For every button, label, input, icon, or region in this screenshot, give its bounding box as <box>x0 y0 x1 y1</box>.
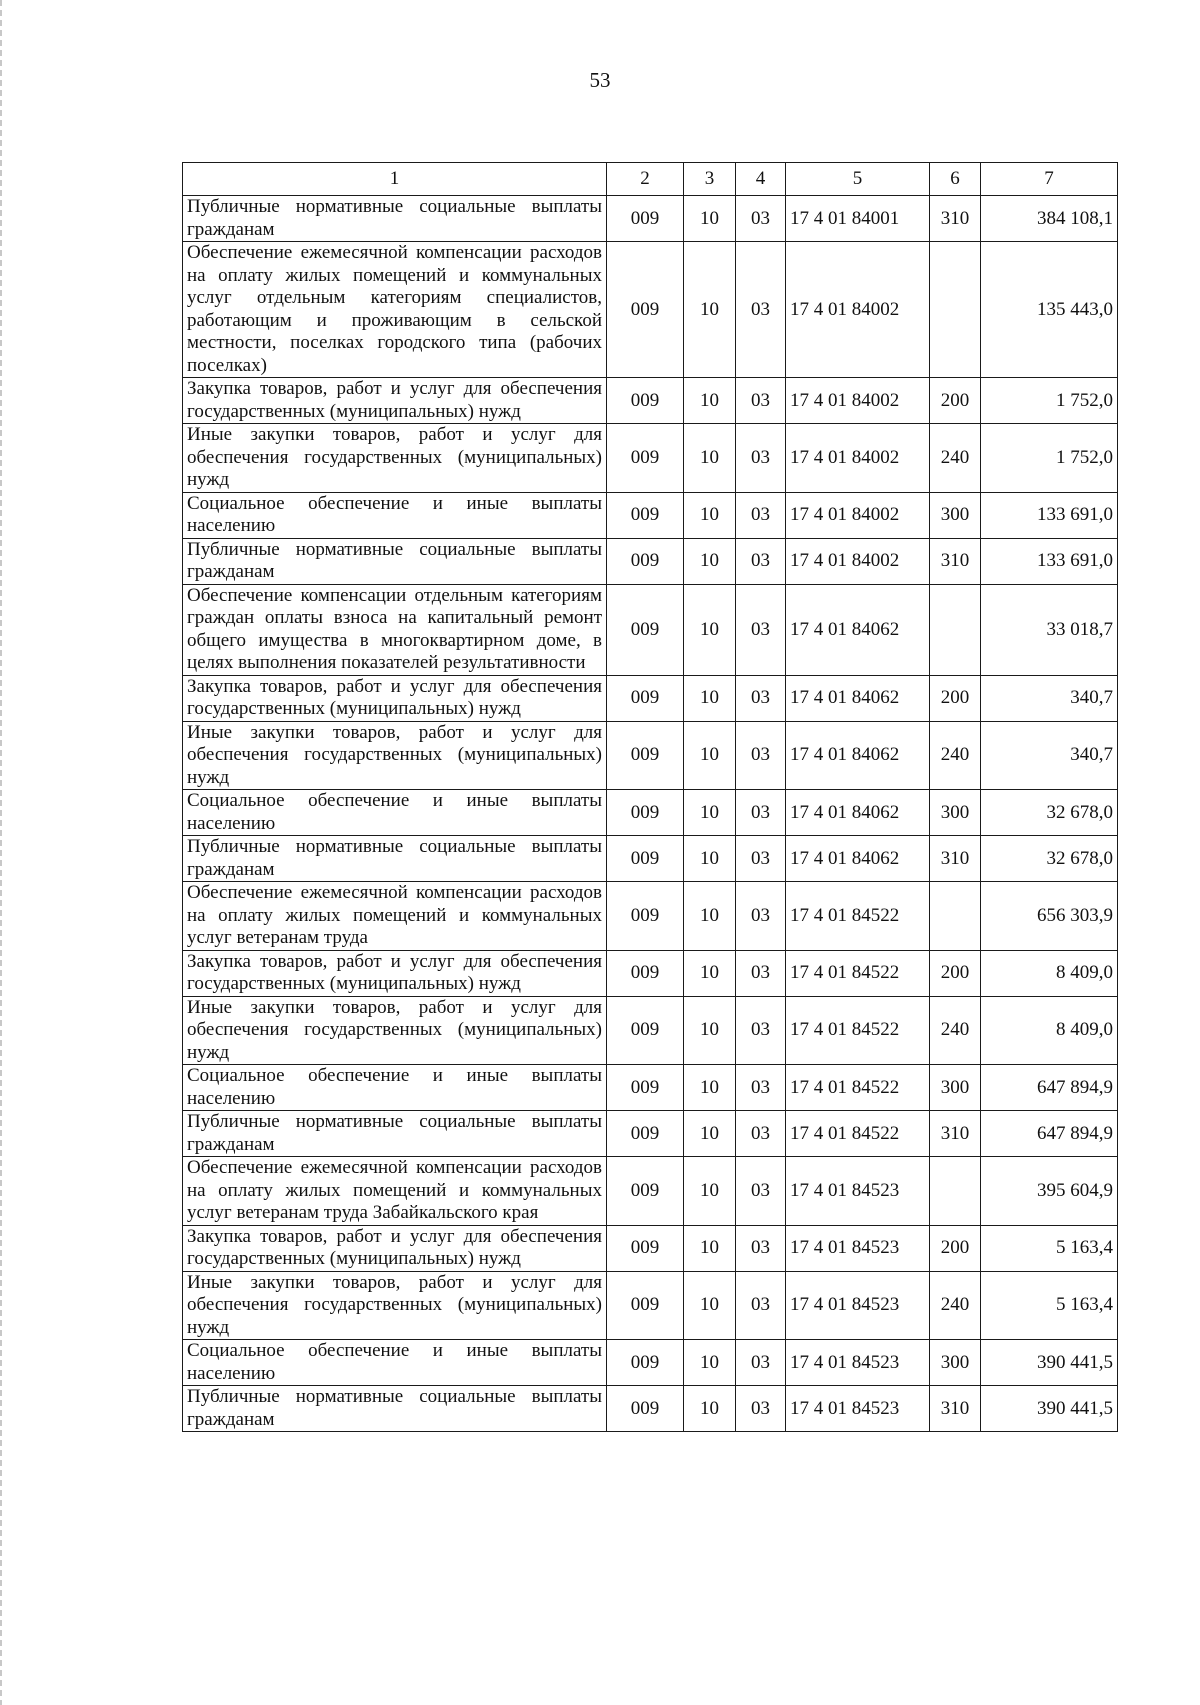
table-row <box>183 1340 1118 1386</box>
row-col5-cell: 17 4 01 84522 <box>786 950 930 996</box>
row-name-cell: Иные закупки товаров, работ и услуг для обеспечения государственных (муниципальных) нужд <box>183 721 607 790</box>
row-col4-cell: 03 <box>736 1111 786 1157</box>
row-name-cell: Публичные нормативные социальные выплаты гражданам <box>183 196 607 242</box>
row-col4-cell: 03 <box>736 1157 786 1226</box>
row-col5-cell: 17 4 01 84522 <box>786 1111 930 1157</box>
row-col5-cell: 17 4 01 84523 <box>786 1271 930 1340</box>
row-col5-cell: 17 4 01 84002 <box>786 378 930 424</box>
row-col3-cell: 10 <box>684 1386 736 1432</box>
row-col6-cell: 240 <box>930 996 981 1065</box>
column-header-1: 1 <box>183 163 607 196</box>
row-col7-cell: 33 018,7 <box>981 584 1118 675</box>
row-col4-cell: 03 <box>736 996 786 1065</box>
row-col6-cell: 200 <box>930 378 981 424</box>
row-col6-cell: 240 <box>930 1271 981 1340</box>
row-col2-cell: 009 <box>607 242 684 378</box>
row-col4-cell: 03 <box>736 950 786 996</box>
row-col2-cell: 009 <box>607 836 684 882</box>
row-col3-cell: 10 <box>684 1157 736 1226</box>
row-name-cell: Социальное обеспечение и иные выплаты населению <box>183 790 607 836</box>
row-col6-cell <box>930 584 981 675</box>
row-col3-cell: 10 <box>684 950 736 996</box>
table-row <box>183 721 1118 790</box>
row-col7-cell: 8 409,0 <box>981 950 1118 996</box>
row-col5-cell: 17 4 01 84522 <box>786 882 930 951</box>
row-col7-cell: 32 678,0 <box>981 836 1118 882</box>
row-col6-cell <box>930 1157 981 1226</box>
row-col5-cell: 17 4 01 84522 <box>786 996 930 1065</box>
row-col3-cell: 10 <box>684 1271 736 1340</box>
table-row <box>183 492 1118 538</box>
row-name-cell: Обеспечение компенсации отдельным категориям граждан оплаты взноса на капитальный ремонт общего имущества в многоквартирном доме, в целях выполнения показателей результативности <box>183 584 607 675</box>
row-col3-cell: 10 <box>684 242 736 378</box>
table-row <box>183 950 1118 996</box>
table-row <box>183 1157 1118 1226</box>
row-col4-cell: 03 <box>736 790 786 836</box>
row-name-cell: Публичные нормативные социальные выплаты гражданам <box>183 1111 607 1157</box>
table-row <box>183 1225 1118 1271</box>
row-col7-cell: 133 691,0 <box>981 538 1118 584</box>
row-col3-cell: 10 <box>684 538 736 584</box>
row-col7-cell: 656 303,9 <box>981 882 1118 951</box>
row-col3-cell: 10 <box>684 1111 736 1157</box>
table-row <box>183 196 1118 242</box>
row-col6-cell: 310 <box>930 836 981 882</box>
table-row <box>183 1386 1118 1432</box>
budget-table <box>182 162 1118 1432</box>
row-col4-cell: 03 <box>736 1340 786 1386</box>
row-col5-cell: 17 4 01 84062 <box>786 584 930 675</box>
row-col3-cell: 10 <box>684 836 736 882</box>
column-header-6: 6 <box>930 163 981 196</box>
row-name-cell: Социальное обеспечение и иные выплаты населению <box>183 1340 607 1386</box>
row-col4-cell: 03 <box>736 242 786 378</box>
row-col2-cell: 009 <box>607 721 684 790</box>
row-col5-cell: 17 4 01 84002 <box>786 538 930 584</box>
row-col2-cell: 009 <box>607 1111 684 1157</box>
table-row <box>183 836 1118 882</box>
row-col6-cell: 300 <box>930 492 981 538</box>
row-col6-cell <box>930 882 981 951</box>
row-col4-cell: 03 <box>736 721 786 790</box>
column-header-3: 3 <box>684 163 736 196</box>
row-col6-cell <box>930 242 981 378</box>
row-col5-cell: 17 4 01 84523 <box>786 1386 930 1432</box>
table-row <box>183 1065 1118 1111</box>
row-col4-cell: 03 <box>736 1065 786 1111</box>
header-row <box>183 163 1118 196</box>
row-col6-cell: 200 <box>930 950 981 996</box>
table-row <box>183 1271 1118 1340</box>
table-row <box>183 424 1118 493</box>
row-col2-cell: 009 <box>607 675 684 721</box>
table-row <box>183 1111 1118 1157</box>
row-col5-cell: 17 4 01 84062 <box>786 836 930 882</box>
page-number: 53 <box>589 68 611 92</box>
row-col4-cell: 03 <box>736 1386 786 1432</box>
table-body <box>183 196 1118 1432</box>
table-row <box>183 882 1118 951</box>
table-row <box>183 675 1118 721</box>
row-col3-cell: 10 <box>684 790 736 836</box>
row-name-cell: Социальное обеспечение и иные выплаты населению <box>183 492 607 538</box>
row-col4-cell: 03 <box>736 1271 786 1340</box>
scan-edge-mark <box>0 0 2 1705</box>
row-col6-cell: 300 <box>930 1340 981 1386</box>
row-col2-cell: 009 <box>607 1225 684 1271</box>
row-col4-cell: 03 <box>736 196 786 242</box>
row-col6-cell: 310 <box>930 196 981 242</box>
row-col3-cell: 10 <box>684 675 736 721</box>
column-header-4: 4 <box>736 163 786 196</box>
row-name-cell: Закупка товаров, работ и услуг для обеспечения государственных (муниципальных) нужд <box>183 950 607 996</box>
row-col5-cell: 17 4 01 84523 <box>786 1340 930 1386</box>
table-row <box>183 996 1118 1065</box>
row-col3-cell: 10 <box>684 492 736 538</box>
row-col3-cell: 10 <box>684 378 736 424</box>
row-name-cell: Закупка товаров, работ и услуг для обеспечения государственных (муниципальных) нужд <box>183 675 607 721</box>
row-col2-cell: 009 <box>607 196 684 242</box>
row-col4-cell: 03 <box>736 1225 786 1271</box>
row-col2-cell: 009 <box>607 492 684 538</box>
row-col5-cell: 17 4 01 84001 <box>786 196 930 242</box>
row-col2-cell: 009 <box>607 1386 684 1432</box>
row-col3-cell: 10 <box>684 1225 736 1271</box>
row-col6-cell: 310 <box>930 1111 981 1157</box>
row-col3-cell: 10 <box>684 1340 736 1386</box>
row-col2-cell: 009 <box>607 584 684 675</box>
row-col4-cell: 03 <box>736 424 786 493</box>
row-col7-cell: 390 441,5 <box>981 1340 1118 1386</box>
row-col2-cell: 009 <box>607 1271 684 1340</box>
row-col3-cell: 10 <box>684 196 736 242</box>
row-col5-cell: 17 4 01 84002 <box>786 492 930 538</box>
row-name-cell: Закупка товаров, работ и услуг для обеспечения государственных (муниципальных) нужд <box>183 378 607 424</box>
row-name-cell: Публичные нормативные социальные выплаты гражданам <box>183 836 607 882</box>
row-col6-cell: 300 <box>930 1065 981 1111</box>
row-col2-cell: 009 <box>607 538 684 584</box>
row-col7-cell: 8 409,0 <box>981 996 1118 1065</box>
row-col4-cell: 03 <box>736 882 786 951</box>
row-col3-cell: 10 <box>684 1065 736 1111</box>
row-col4-cell: 03 <box>736 378 786 424</box>
row-name-cell: Закупка товаров, работ и услуг для обеспечения государственных (муниципальных) нужд <box>183 1225 607 1271</box>
row-col3-cell: 10 <box>684 424 736 493</box>
row-col7-cell: 5 163,4 <box>981 1271 1118 1340</box>
row-col5-cell: 17 4 01 84062 <box>786 790 930 836</box>
row-col3-cell: 10 <box>684 882 736 951</box>
row-col5-cell: 17 4 01 84523 <box>786 1225 930 1271</box>
row-col4-cell: 03 <box>736 492 786 538</box>
table-header <box>183 163 1118 196</box>
row-col5-cell: 17 4 01 84062 <box>786 721 930 790</box>
row-name-cell: Публичные нормативные социальные выплаты гражданам <box>183 1386 607 1432</box>
row-name-cell: Публичные нормативные социальные выплаты гражданам <box>183 538 607 584</box>
row-name-cell: Иные закупки товаров, работ и услуг для обеспечения государственных (муниципальных) нужд <box>183 424 607 493</box>
row-col2-cell: 009 <box>607 996 684 1065</box>
row-col7-cell: 133 691,0 <box>981 492 1118 538</box>
row-col6-cell: 310 <box>930 1386 981 1432</box>
row-name-cell: Иные закупки товаров, работ и услуг для обеспечения государственных (муниципальных) нужд <box>183 1271 607 1340</box>
row-col7-cell: 5 163,4 <box>981 1225 1118 1271</box>
row-col2-cell: 009 <box>607 378 684 424</box>
row-col6-cell: 240 <box>930 721 981 790</box>
row-name-cell: Социальное обеспечение и иные выплаты населению <box>183 1065 607 1111</box>
row-col7-cell: 135 443,0 <box>981 242 1118 378</box>
row-col6-cell: 200 <box>930 1225 981 1271</box>
row-col7-cell: 1 752,0 <box>981 378 1118 424</box>
row-col3-cell: 10 <box>684 996 736 1065</box>
row-col2-cell: 009 <box>607 950 684 996</box>
row-col5-cell: 17 4 01 84062 <box>786 675 930 721</box>
column-header-2: 2 <box>607 163 684 196</box>
row-col2-cell: 009 <box>607 1340 684 1386</box>
row-col2-cell: 009 <box>607 882 684 951</box>
row-col5-cell: 17 4 01 84002 <box>786 424 930 493</box>
row-col2-cell: 009 <box>607 424 684 493</box>
row-name-cell: Обеспечение ежемесячной компенсации расходов на оплату жилых помещений и коммунальных услуг ветеранам труда <box>183 882 607 951</box>
row-col3-cell: 10 <box>684 584 736 675</box>
row-name-cell: Обеспечение ежемесячной компенсации расходов на оплату жилых помещений и коммунальных услуг отдельным категориям специалистов, работающим и проживающим в сельской местности, поселках городского типа (рабочих поселках) <box>183 242 607 378</box>
row-col3-cell: 10 <box>684 721 736 790</box>
table-row <box>183 584 1118 675</box>
table-row <box>183 790 1118 836</box>
row-col5-cell: 17 4 01 84523 <box>786 1157 930 1226</box>
row-col2-cell: 009 <box>607 1157 684 1226</box>
row-col7-cell: 340,7 <box>981 675 1118 721</box>
row-col7-cell: 384 108,1 <box>981 196 1118 242</box>
table-row <box>183 242 1118 378</box>
row-col4-cell: 03 <box>736 836 786 882</box>
row-col6-cell: 300 <box>930 790 981 836</box>
row-col7-cell: 1 752,0 <box>981 424 1118 493</box>
row-col7-cell: 647 894,9 <box>981 1111 1118 1157</box>
row-name-cell: Иные закупки товаров, работ и услуг для обеспечения государственных (муниципальных) нужд <box>183 996 607 1065</box>
table-row <box>183 378 1118 424</box>
row-col4-cell: 03 <box>736 675 786 721</box>
row-col4-cell: 03 <box>736 584 786 675</box>
column-header-7: 7 <box>981 163 1118 196</box>
row-col2-cell: 009 <box>607 1065 684 1111</box>
row-col5-cell: 17 4 01 84522 <box>786 1065 930 1111</box>
row-col7-cell: 647 894,9 <box>981 1065 1118 1111</box>
row-col7-cell: 395 604,9 <box>981 1157 1118 1226</box>
row-col7-cell: 340,7 <box>981 721 1118 790</box>
row-name-cell: Обеспечение ежемесячной компенсации расходов на оплату жилых помещений и коммунальных услуг ветеранам труда Забайкальского края <box>183 1157 607 1226</box>
row-col4-cell: 03 <box>736 538 786 584</box>
row-col6-cell: 200 <box>930 675 981 721</box>
row-col6-cell: 240 <box>930 424 981 493</box>
column-header-5: 5 <box>786 163 930 196</box>
table-row <box>183 538 1118 584</box>
row-col6-cell: 310 <box>930 538 981 584</box>
row-col7-cell: 390 441,5 <box>981 1386 1118 1432</box>
row-col2-cell: 009 <box>607 790 684 836</box>
row-col5-cell: 17 4 01 84002 <box>786 242 930 378</box>
row-col7-cell: 32 678,0 <box>981 790 1118 836</box>
